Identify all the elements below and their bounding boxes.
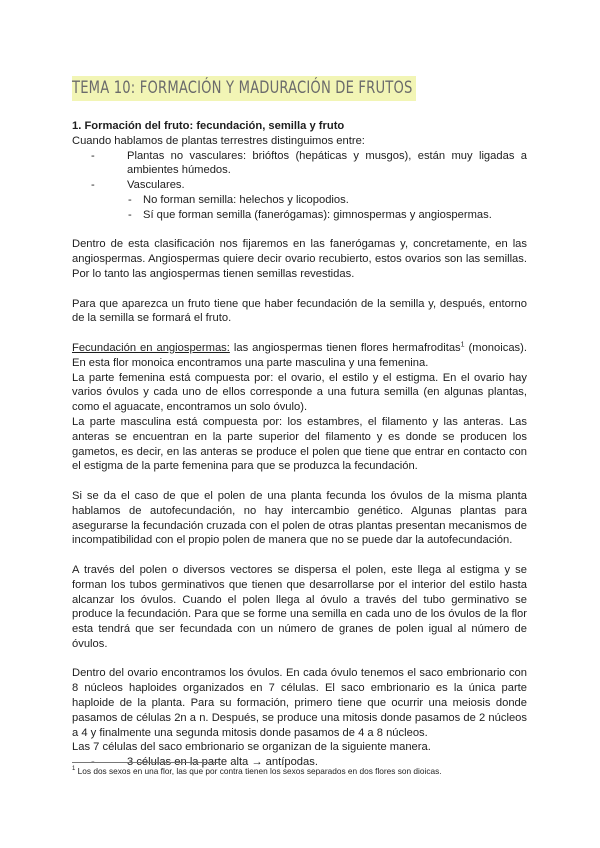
- plant-types-list: [72, 149, 527, 223]
- list-dash: -: [91, 149, 95, 162]
- paragraph-fecundacion: Fecundación en angiospermas: las angiospermas tienen flores hermafroditas$^1$ (monoicas). En esta flor monoica encontramos una parte masculina y una femenina.: [72, 341, 527, 369]
- page-title: TEMA 10: FORMACIÓN Y MADURACIÓN DE FRUTOS: [72, 76, 416, 101]
- paragraph: Dentro del ovario encontramos los óvulos. En cada óvulo tenemos el saco embrionario con 8 núcleos haploides organizados en 7 células. El saco embrionario es la única parte haploide de la planta. Para su formación, primero tiene que ocurrir una meiosis donde pasamos de células 2n a n. Después, se produce una mitosis donde pasamos de 2 núcleos a 4 y finalmente una segunda mitosis donde pasamos de 4 a 8 núcleos.: [72, 667, 527, 739]
- list-dash: -: [128, 193, 132, 206]
- paragraph: Dentro de esta clasificación nos fijaremos en las fanerógamas y, concretamente, en las angiospermas. Angiospermas quiere decir ovario recubierto, estos ovarios son las semillas. Por lo tanto las angiospermas tienen semillas revestidas.: [72, 238, 527, 280]
- list-item: [72, 149, 527, 179]
- sub-list-item-text: Sí que forman semilla (fanerógamas): gimnospermas y angiospermas.: [143, 208, 492, 221]
- paragraph: Las 7 células del saco embrionario se organizan de la siguiente manera.: [72, 741, 431, 754]
- paragraph: Para que aparezca un fruto tiene que haber fecundación de la semilla y, después, entorno de la semilla se formará el fruto.: [72, 297, 527, 325]
- underlined-term: Fecundación en angiospermas:: [72, 341, 230, 354]
- footnote-text: Los dos sexos en una flor, las que por contra tienen los sexos separados en dos flores son dioicas.: [75, 766, 442, 776]
- paragraph: A través del polen o diversos vectores se dispersa el polen, este llega al estigma y se forman los tubos germinativos que tienen que desarrollarse por el interior del estilo hasta alcanzar los óvulos. Cuando el polen llega al óvulo a través del tubo germinativo se produce la fecundación. Para que se forme una semilla en cada uno de los óvulos de la flor esta tendrá que ser fecundada con un número de granes de polen igual al número de óvulos.: [72, 563, 527, 650]
- list-item-text: Vasculares.: [127, 179, 185, 192]
- sub-list-item-text: No forman semilla: helechos y licopodios.: [143, 193, 349, 206]
- footnote-number: 1: [72, 766, 76, 773]
- footnote-separator: [72, 762, 218, 763]
- footnote-ref: 1: [460, 341, 465, 349]
- list-item: [72, 178, 527, 193]
- paragraph: La parte femenina está compuesta por: el ovario, el estilo y el estigma. En el ovario hay varios óvulos y cada uno de ellos corresponde a una futura semilla (en algunas plantas, como el aguacate, encontramos un solo óvulo).: [72, 371, 527, 414]
- list-dash: -: [128, 208, 132, 221]
- paragraph: Si se da el caso de que el polen de una planta fecunda los óvulos de la misma planta hablamos de autofecundación, no hay intercambio genético. Algunas plantas para asegurarse la fecundación cruzada con el polen de otras plantas presentan mecanismos de incompatibilidad con el propio polen de manera que no se puede dar la autofecundación.: [72, 489, 527, 547]
- sub-list-item: [72, 193, 527, 208]
- footnote: [72, 766, 532, 777]
- paragraph: La parte masculina está compuesta por: los estambres, el filamento y las anteras. Las anteras se encuentran en la parte superior del filamento y es donde se producen los gametos, es decir, en las anteras se produce el polen que tiene que entrar en contacto con el estigma de la parte femenina para que se produzca la fecundación.: [72, 415, 527, 473]
- title-block: [72, 76, 472, 101]
- list-dash: -: [91, 179, 95, 192]
- list-dash: -: [91, 756, 95, 769]
- list-item-text: 3 células en la parte alta → antípodas.: [127, 756, 318, 769]
- sub-list-item: [72, 208, 527, 223]
- section-heading: 1. Formación del fruto: fecundación, semilla y fruto: [72, 120, 345, 132]
- list-item-text: Plantas no vasculares: brióftos (hepáticas y musgos), están muy ligadas a ambientes húmedos.: [127, 149, 527, 177]
- section-intro: Cuando hablamos de plantas terrestres distinguimos entre:: [72, 134, 365, 147]
